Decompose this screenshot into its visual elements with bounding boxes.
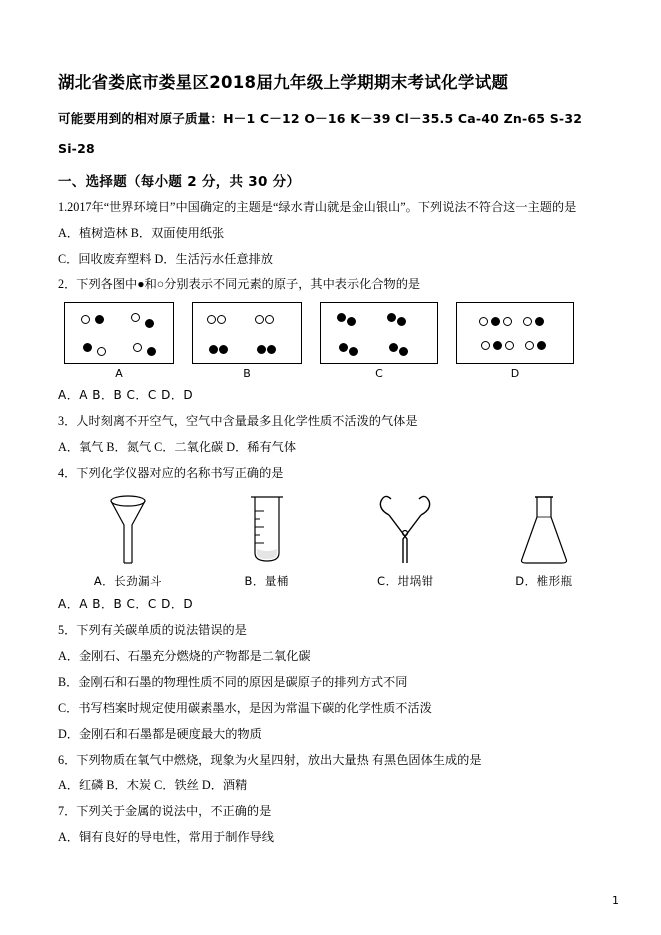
molecule-diagram-c: [320, 302, 438, 364]
question-6-stem: 6．下列物质在氧气中燃烧，现象为火星四射，放出大量热 有黑色固体生成的是: [58, 752, 482, 767]
question-1-stem: 1.2017年“世界环境日”中国确定的主题是“绿水青山就是金山银山”。下列说法不符合这一主题的是: [58, 199, 577, 214]
question-2-diagram-labels: [64, 367, 610, 380]
question-1-options-line-1: A．植树造林 B．双面使用纸张: [58, 225, 225, 240]
conical-flask-icon: [484, 491, 604, 571]
diagram-label-a: A: [115, 367, 123, 381]
question-2-diagrams: [64, 302, 610, 364]
atomic-mass-line-2: Si-28: [58, 140, 95, 156]
question-5-option-d: D．金刚石和石墨都是硬度最大的物质: [58, 726, 262, 741]
crucible-tongs-icon: [345, 491, 465, 571]
question-4-answer-row: A．A B．B C．C D．D: [58, 597, 194, 612]
diagram-label-b: B: [243, 367, 251, 381]
diagram-label-c: C: [375, 367, 383, 381]
apparatus-caption-b: B．量桶: [244, 574, 289, 589]
question-5-option-b: B．金刚石和石墨的物理性质不同的原因是碳原子的排列方式不同: [58, 674, 408, 689]
page-number: 1: [612, 894, 619, 907]
question-3-stem: 3．人时刻离不开空气，空气中含量最多且化学性质不活泼的气体是: [58, 414, 418, 429]
measuring-cylinder-icon: [207, 491, 327, 571]
section-heading: 一、选择题（每小题 2 分，共 30 分）: [58, 173, 301, 190]
question-1-options-line-2: C．回收废弃塑料 D．生活污水任意排放: [58, 251, 273, 266]
question-4-apparatus-images: [68, 491, 604, 571]
question-6-options: A．红磷 B．木炭 C．铁丝 D．酒精: [58, 778, 248, 793]
apparatus-caption-c: C．坩埚钳: [377, 574, 434, 589]
apparatus-caption-a: A．长劲漏斗: [93, 574, 163, 589]
question-3-options: A．氧气 B．氮气 C．二氧化碳 D．稀有气体: [58, 440, 297, 455]
question-5-stem: 5．下列有关碳单质的说法错误的是: [58, 623, 247, 638]
question-2-stem: 2．下列各图中●和○分别表示不同元素的原子，其中表示化合物的是: [58, 277, 421, 292]
question-5-option-c: C．书写档案时规定使用碳素墨水，是因为常温下碳的化学性质不活泼: [58, 700, 432, 715]
question-2-answer-row: A．A B．B C．C D．D: [58, 388, 194, 403]
question-4-stem: 4．下列化学仪器对应的名称书写正确的是: [58, 466, 284, 481]
page-title: 湖北省娄底市娄星区2018届九年级上学期期末考试化学试题: [58, 73, 509, 92]
molecule-diagram-a: [64, 302, 174, 364]
long-stem-funnel-icon: [68, 491, 188, 571]
question-4-apparatus-captions: [68, 573, 604, 589]
question-5-option-a: A．金刚石、石墨充分燃烧的产物都是二氧化碳: [58, 648, 311, 663]
question-7-option-a: A．铜有良好的导电性，常用于制作导线: [58, 830, 274, 845]
diagram-label-d: D: [510, 367, 520, 381]
question-7-stem: 7．下列关于金属的说法中，不正确的是: [58, 804, 272, 819]
molecule-diagram-b: [192, 302, 302, 364]
apparatus-caption-d: D．椎形瓶: [515, 574, 573, 589]
document-body: [58, 72, 610, 854]
molecule-diagram-d: [456, 302, 574, 364]
atomic-mass-line-1: 可能要用到的相对原子质量：H－1 C－12 O－16 K－39 Cl－35.5 Ca-40 Zn-65 S-32: [58, 111, 583, 127]
